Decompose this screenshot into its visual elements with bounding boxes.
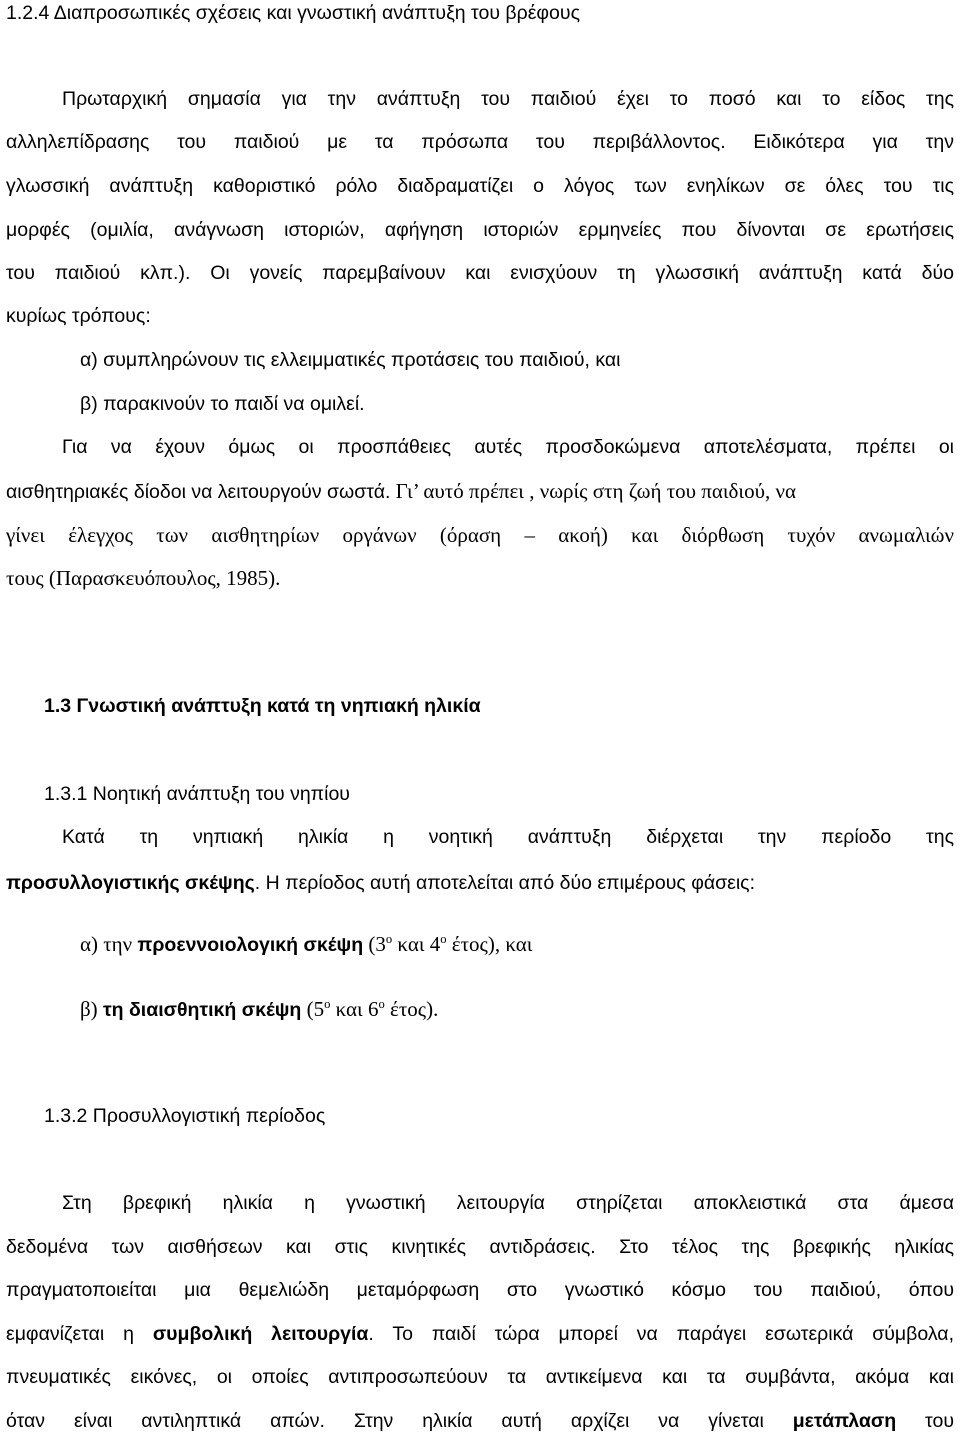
phase-a [80,934,960,956]
section-heading-1-2-4: 1.2.4 Διαπροσωπικές σχέσεις και γνωστική ανάπτυξη του βρέφους [6,2,580,24]
section-heading-1-3: 1.3 Γνωστική ανάπτυξη κατά τη νηπιακή ηλικία [44,695,481,717]
paragraph-text: . Το παιδί τώρα μπορεί να παράγει εσωτερικά σύμβολα, [368,1323,954,1345]
paragraph-line: αλληλεπίδρασης του παιδιού με τα πρόσωπα του περιβάλλοντος. Ειδικότερα για την [6,131,954,153]
paragraph-line: Πρωταρχική σημασία για την ανάπτυξη του παιδιού έχει το ποσό και το είδος της [62,88,954,110]
paragraph-text: του [896,1410,954,1432]
bold-term: συμβολική λειτουργία [152,1323,369,1345]
phase-b [80,999,960,1021]
phase-a-term: προεννοιολογική σκέψη [137,934,364,956]
phase-a-suffix: έτος), και [446,932,533,956]
paragraph-line: γλωσσική ανάπτυξη καθοριστικό ρόλο διαδραματίζει ο λόγος των ενηλίκων σε όλες του τις [6,175,954,197]
phase-b-text: και 6 [330,997,379,1021]
paragraph-line: Στη βρεφική ηλικία η γνωστική λειτουργία στηρίζεται αποκλειστικά στα άμεσα [62,1192,954,1214]
paragraph-text: . Η περίοδος αυτή αποτελείται από δύο επιμέρους φάσεις: [254,872,755,894]
paragraph-line: μορφές (ομιλία, ανάγνωση ιστοριών, αφήγηση ιστοριών ερμηνείες που δίνονται σε ερωτήσεις [6,219,954,241]
paragraph-line-mixed [6,481,954,503]
paragraph-line: δεδομένα των αισθήσεων και στις κινητικές αντιδράσεις. Στο τέλος της βρεφικής ηλικίας [6,1236,954,1258]
section-heading-1-3-1: 1.3.1 Νοητική ανάπτυξη του νηπίου [44,783,350,805]
paragraph-line: κυρίως τρόπους: [6,305,151,327]
paragraph-text: εμφανίζεται η [6,1323,153,1345]
paragraph-text: όταν είναι αντιληπτικά απών. Στην ηλικία αυτή αρχίζει να γίνεται [6,1410,793,1432]
bold-term: μετάπλαση [792,1410,897,1432]
phase-a-prefix: α) την [80,932,138,956]
list-item-b: β) παρακινούν το παιδί να ομιλεί. [80,393,365,415]
paragraph-line: Για να έχουν όμως οι προσπάθειες αυτές προσδοκώμενα αποτελέσματα, πρέπει οι [62,436,954,458]
section-heading-1-3-2: 1.3.2 Προσυλλογιστική περίοδος [44,1105,326,1127]
bold-term: προσυλλογιστικής σκέψης [6,872,255,894]
paragraph-text: αισθητηριακές δίοδοι να λειτουργούν σωστά. [6,481,391,503]
paragraph-line-mixed [6,1412,954,1432]
superscript: ο [385,932,393,946]
paragraph-line-mixed [6,1325,954,1345]
phase-a-text: (3 [363,932,386,956]
paragraph-line: πνευματικές εικόνες, οι οποίες αντιπροσωπεύουν τα αντικείμενα και τα συμβάντα, ακόμα και [6,1366,954,1388]
superscript: ο [440,932,447,946]
paragraph-line-mixed [6,872,954,894]
phase-b-term: τη διαισθητική σκέψη [102,999,302,1021]
superscript: ο [378,997,385,1011]
paragraph-line: Κατά τη νηπιακή ηλικία η νοητική ανάπτυξη διέρχεται την περίοδο της [62,826,954,848]
phase-b-suffix: έτος). [384,997,439,1021]
paragraph-line: γίνει έλεγχος των αισθητηρίων οργάνων (όραση – ακοή) και διόρθωση τυχόν ανωμαλιών [6,523,954,547]
phase-b-text: (5 [301,997,325,1021]
phase-a-text: και 4 [392,932,441,956]
superscript: ο [324,997,331,1011]
paragraph-text: Γι’ αυτό πρέπει , νωρίς στη ζωή του παιδιού, να [390,479,796,503]
paragraph-line: του παιδιού κλπ.). Οι γονείς παρεμβαίνουν και ενισχύουν τη γλωσσική ανάπτυξη κατά δύο [6,262,954,284]
phase-b-prefix: β) [80,997,103,1021]
paragraph-line: πραγματοποιείται μια θεμελιώδη μεταμόρφωση στο γνωστικό κόσμο του παιδιού, όπου [6,1279,954,1301]
list-item-a: α) συμπληρώνουν τις ελλειμματικές προτάσεις του παιδιού, και [80,349,621,371]
paragraph-line: τους (Παρασκευόπουλος, 1985). [6,566,281,590]
